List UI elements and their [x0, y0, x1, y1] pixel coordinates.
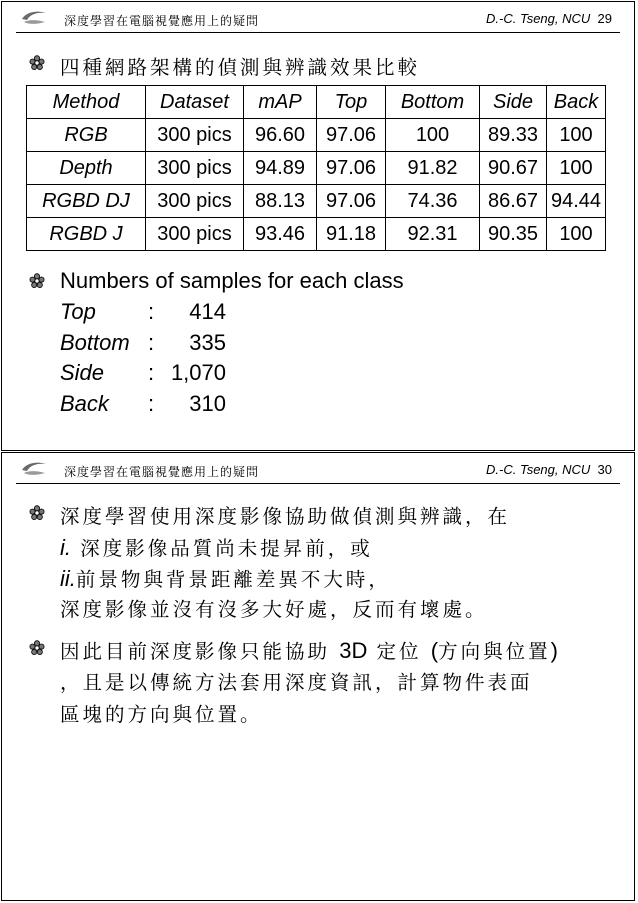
slide-29 [1, 1, 635, 451]
sample-value: 335 [189, 329, 226, 355]
cell: 90.67 [480, 152, 547, 185]
table-header-row [27, 86, 606, 119]
slide-30 [1, 452, 635, 901]
bullet1-line1: 深度學習使用深度影像協助做偵測與辨識，在 [60, 505, 511, 528]
section-title-samples: Numbers of samples for each class [60, 268, 404, 293]
cell: 91.82 [386, 152, 480, 185]
col-bottom: Bottom [386, 86, 480, 119]
header-author-page [486, 462, 612, 477]
col-top: Top [317, 86, 386, 119]
cell: 300 pics [146, 152, 244, 185]
cell: 88.13 [244, 185, 317, 218]
page-number: 30 [597, 462, 612, 477]
cell: 300 pics [146, 119, 244, 152]
bullet2-line2: ，且是以傳統方法套用深度資訊，計算物件表面 [60, 671, 533, 694]
flower-bullet-icon [29, 273, 45, 289]
page-number: 29 [597, 11, 612, 26]
sample-label: Bottom [60, 329, 130, 355]
cell: 94.89 [244, 152, 317, 185]
sample-colon: : [148, 329, 155, 355]
section-title-comparison: 四種網路架構的偵測與辨識效果比較 [60, 56, 421, 79]
cell: 300 pics [146, 218, 244, 251]
slide-header [2, 2, 634, 34]
cell: 96.60 [244, 119, 317, 152]
sample-value: 1,070 [170, 360, 226, 385]
item-ii-marker: ii. [60, 566, 76, 591]
header-title: 深度學習在電腦視覺應用上的疑問 [64, 14, 260, 28]
cell: 97.06 [317, 119, 386, 152]
bullet2-text-e: 方向與位置 [438, 640, 551, 663]
col-back: Back [547, 86, 606, 119]
cell: 100 [547, 152, 606, 185]
sample-value: 414 [189, 299, 226, 324]
item-i-marker: i. [60, 535, 71, 560]
cell: 300 pics [146, 185, 244, 218]
table-row [27, 119, 606, 152]
cell: 89.33 [480, 119, 547, 152]
col-method: Method [27, 86, 146, 119]
cell: 97.06 [317, 185, 386, 218]
bullet1-item-i [60, 533, 373, 561]
flower-bullet-icon [29, 505, 45, 521]
bullet2-line3: 區塊的方向與位置。 [60, 703, 263, 726]
sample-label: Back [60, 390, 109, 416]
item-ii-text: 前景物與背景距離差異不大時， [75, 568, 391, 591]
swoosh-logo-icon [21, 10, 47, 26]
sample-colon: : [148, 360, 155, 385]
header-author-page [486, 11, 612, 26]
header-rule [16, 32, 620, 33]
col-side: Side [480, 86, 547, 119]
bullet2-3d: 3D [339, 638, 368, 663]
cell: 90.35 [480, 218, 547, 251]
table-row [27, 185, 606, 218]
flower-bullet-icon [29, 640, 45, 656]
sample-value: 310 [189, 390, 226, 416]
cell: 92.31 [386, 218, 480, 251]
sample-label: Top [60, 299, 96, 324]
bullet2-paren-open: ( [430, 638, 439, 663]
cell: 94.44 [547, 185, 606, 218]
sample-label: Side [60, 360, 105, 385]
cell-method: RGB [27, 119, 146, 152]
comparison-table [26, 85, 606, 251]
bullet2-text-c: 定位 [376, 640, 422, 663]
bullet2-text-a: 因此目前深度影像只能協助 [60, 640, 331, 663]
sample-colon: : [148, 390, 155, 416]
col-map: mAP [244, 86, 317, 119]
flower-bullet-icon [29, 55, 45, 71]
bullet1-line4: 深度影像並沒有沒多大好處，反而有壞處。 [60, 598, 488, 621]
cell: 100 [547, 218, 606, 251]
header-author: D.-C. Tseng, NCU [486, 11, 591, 26]
cell-method: RGBD DJ [27, 185, 146, 218]
table-row [27, 152, 606, 185]
sample-colon: : [148, 299, 155, 324]
cell: 100 [386, 119, 480, 152]
col-dataset: Dataset [146, 86, 244, 119]
cell-method: RGBD J [27, 218, 146, 251]
slide-header [2, 453, 634, 485]
cell-method: Depth [27, 152, 146, 185]
header-rule [16, 483, 620, 484]
cell: 100 [547, 119, 606, 152]
cell: 97.06 [317, 152, 386, 185]
item-i-text: 深度影像品質尚未提昇前，或 [80, 537, 373, 560]
cell: 93.46 [244, 218, 317, 251]
cell: 91.18 [317, 218, 386, 251]
cell: 74.36 [386, 185, 480, 218]
swoosh-logo-icon [21, 461, 47, 477]
cell: 86.67 [480, 185, 547, 218]
bullet1-item-ii [60, 564, 391, 592]
header-author: D.-C. Tseng, NCU [486, 462, 591, 477]
bullet2-line1 [60, 636, 558, 664]
header-title: 深度學習在電腦視覺應用上的疑問 [64, 465, 260, 479]
bullet2-paren-close: ) [550, 638, 558, 663]
table-row [27, 218, 606, 251]
